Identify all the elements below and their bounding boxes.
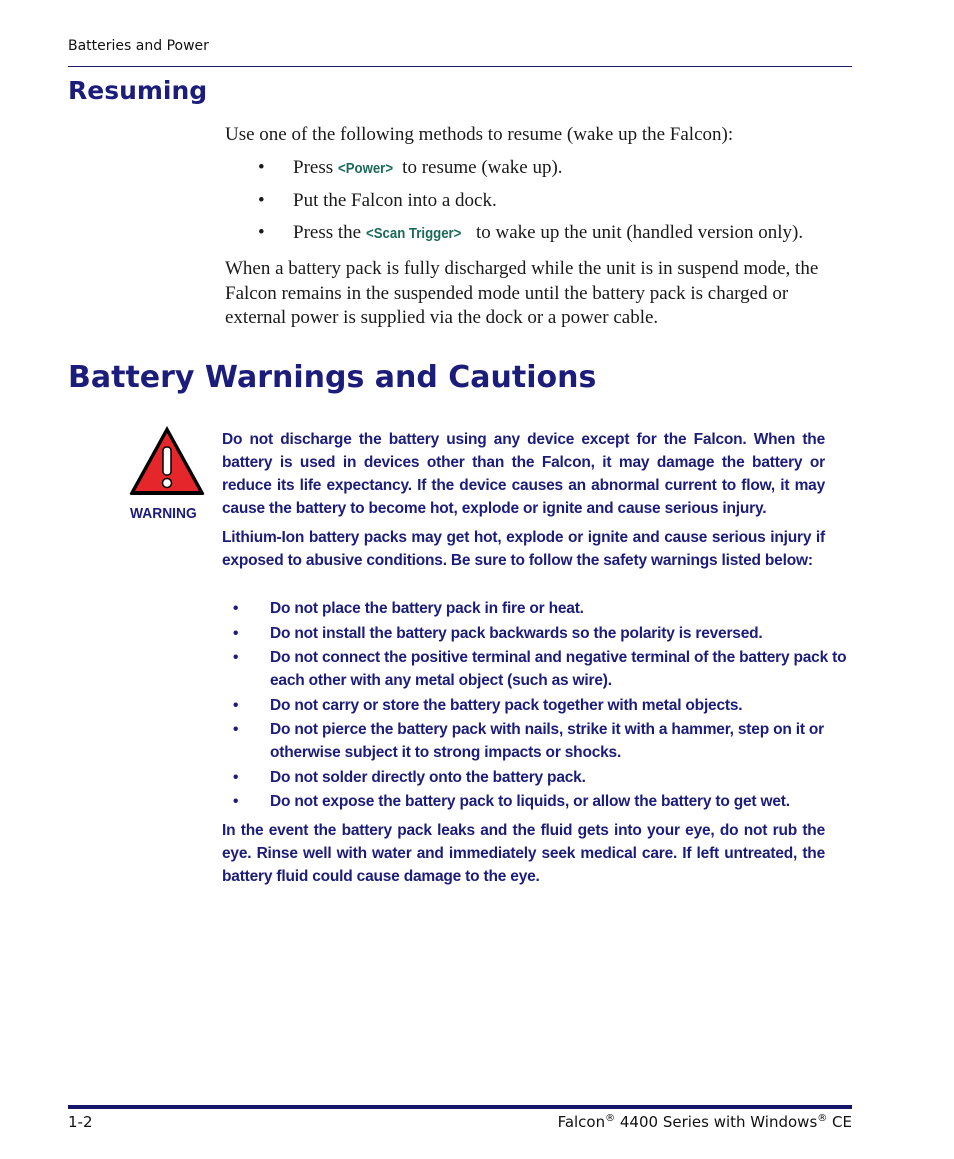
section-heading-resuming: Resuming bbox=[68, 76, 208, 105]
list-item: • Do not connect the positive terminal and negative terminal of the battery pack to each other with any metal object (such as wire). bbox=[233, 649, 847, 689]
running-header: Batteries and Power bbox=[68, 38, 209, 54]
resuming-intro: Use one of the following methods to resume (wake up the Falcon): bbox=[225, 124, 734, 145]
warning-paragraph-1: Do not discharge the battery using any device except for the Falcon. When the battery is used in devices other than the Falcon, it may damage the battery or reduce its life expectancy. If the device causes an abnormal current to flow, it may cause the battery to become hot, explode or ignite and cause serious injury. bbox=[222, 431, 825, 517]
scan-trigger-key-label: <Scan Trigger> bbox=[365, 225, 462, 242]
bullet-dot: • bbox=[258, 222, 265, 243]
list-item: • Do not solder directly onto the battery pack. bbox=[233, 768, 586, 786]
power-key-label: <Power> bbox=[337, 160, 393, 177]
list-item: • Put the Falcon into a dock. bbox=[258, 189, 497, 211]
warning-paragraph-2: Lithium-Ion battery packs may get hot, explode or ignite and cause serious injury if exposed to abusive conditions. Be sure to follow the safety warnings listed below: bbox=[222, 529, 825, 569]
footer-rule bbox=[68, 1105, 852, 1109]
list-item: • Do not pierce the battery pack with nails, strike it with a hammer, step on it or otherwise subject it to strong impacts or shocks. bbox=[233, 721, 824, 761]
list-item: • Do not install the battery pack backwards so the polarity is reversed. bbox=[233, 624, 763, 642]
safety-warnings-list bbox=[233, 597, 853, 815]
bullet-dot: • bbox=[258, 157, 265, 178]
section-heading-battery-warnings: Battery Warnings and Cautions bbox=[68, 360, 597, 395]
header-rule bbox=[68, 66, 852, 67]
list-item: • Press the <Scan Trigger> to wake up the unit (handled version only). bbox=[258, 220, 803, 253]
list-item: • Do not carry or store the battery pack together with metal objects. bbox=[233, 696, 743, 714]
list-item: • Do not place the battery pack in fire or heat. bbox=[233, 600, 584, 617]
warning-triangle-icon bbox=[127, 423, 207, 497]
list-item: • Press <Power> to resume (wake up). bbox=[258, 155, 803, 188]
warning-label: WARNING bbox=[130, 505, 197, 522]
bullet-dot: • bbox=[258, 189, 265, 211]
list-item: • Do not expose the battery pack to liquids, or allow the battery to get wet. bbox=[233, 793, 790, 810]
resume-methods-list bbox=[258, 155, 803, 253]
footer-title: Falcon® 4400 Series with Windows® CE bbox=[557, 1113, 852, 1131]
page-number: 1-2 bbox=[68, 1113, 93, 1131]
warning-paragraph-3: In the event the battery pack leaks and the fluid gets into your eye, do not rub the eye. Rinse well with water and immediately seek medical care. If left untreated, the battery fluid could cause damage to the eye. bbox=[222, 822, 825, 885]
resuming-note: When a battery pack is fully discharged while the unit is in suspend mode, the Falcon remains in the suspended mode until the battery pack is charged or external power is supplied via the dock or a power cable. bbox=[225, 258, 819, 328]
